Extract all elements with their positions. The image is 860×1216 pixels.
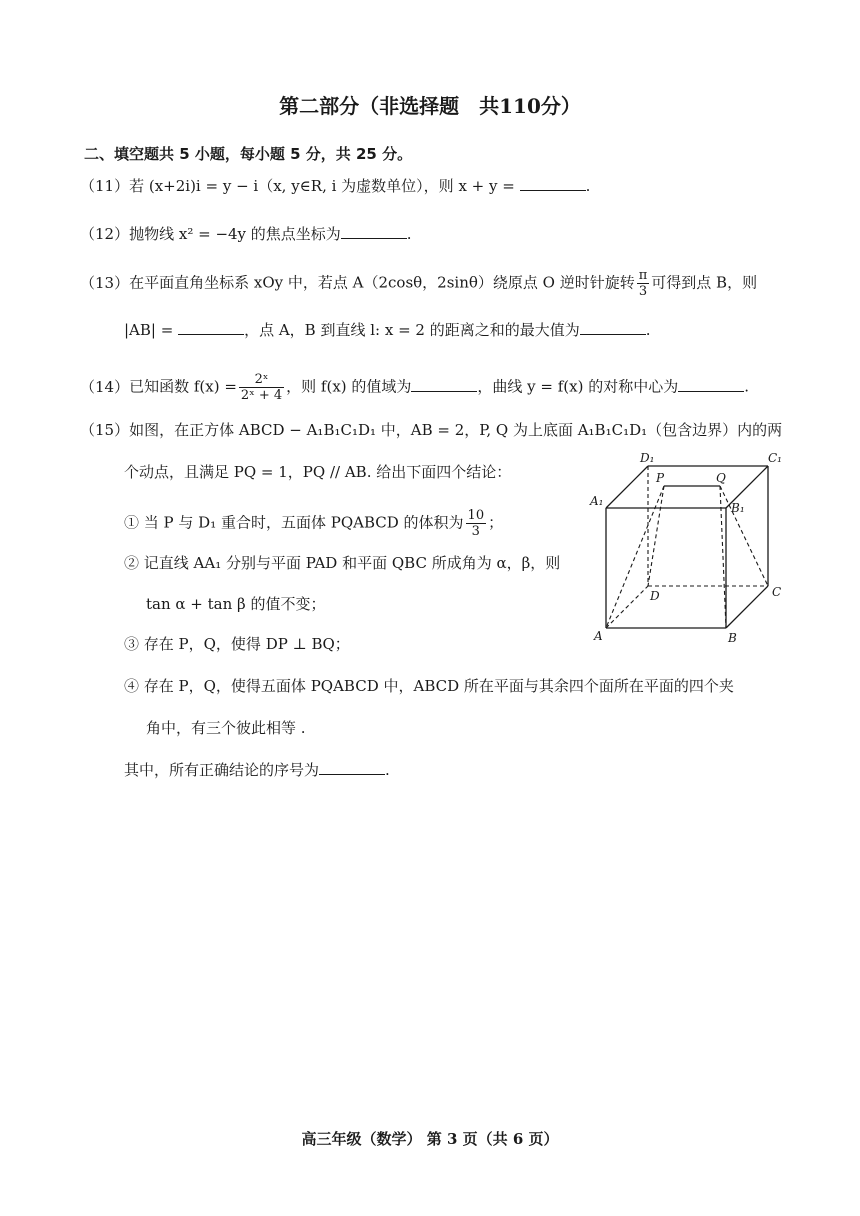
segment-QB bbox=[720, 486, 726, 628]
cube-figure bbox=[580, 450, 790, 645]
denominator: 3 bbox=[638, 284, 648, 299]
conclusion-1 bbox=[124, 508, 503, 539]
question-text: 可得到点 B，则 bbox=[651, 273, 758, 292]
label-C: C bbox=[772, 585, 782, 599]
question-11 bbox=[80, 176, 590, 196]
period: . bbox=[406, 225, 412, 243]
conclusion-2: ② 记直线 AA₁ 分别与平面 PAD 和平面 QBC 所成角为 α，β，则 bbox=[124, 554, 561, 572]
question-text: 在平面直角坐标系 xOy 中，若点 A（2cosθ，2sinθ）绕原点 O 逆时针旋转 bbox=[129, 273, 635, 292]
question-15 bbox=[80, 420, 782, 440]
denominator: 3 bbox=[471, 524, 480, 539]
conclusion-4-cont: 角中，有三个彼此相等 . bbox=[146, 719, 306, 737]
question-text: ，点 A，B 到直线 l: x = 2 的距离之和的最大值为 bbox=[244, 321, 580, 339]
question-15-line2: 个动点，且满足 PQ = 1，PQ // AB. 给出下面四个结论： bbox=[124, 463, 512, 481]
answer-blank bbox=[411, 377, 477, 392]
question-12 bbox=[80, 224, 412, 244]
question-14 bbox=[80, 372, 749, 403]
question-number: （14） bbox=[80, 377, 130, 396]
label-B: B bbox=[728, 631, 737, 645]
fraction bbox=[239, 372, 284, 403]
numerator: π bbox=[638, 268, 648, 283]
answer-blank bbox=[319, 760, 385, 775]
question-text: 其中，所有正确结论的序号为 bbox=[124, 761, 320, 779]
label-A1: A₁ bbox=[590, 494, 604, 508]
question-text: |AB| = bbox=[124, 321, 179, 339]
conclusion-3: ③ 存在 P，Q，使得 DP ⊥ BQ； bbox=[124, 635, 350, 653]
conclusion-4: ④ 存在 P，Q，使得五面体 PQABCD 中，ABCD 所在平面与其余四个面所在平面的四个夹 bbox=[124, 677, 734, 695]
question-text: 抛物线 x² = −4y 的焦点坐标为 bbox=[129, 225, 341, 243]
question-number: （15） bbox=[80, 421, 130, 439]
label-P: P bbox=[656, 471, 665, 485]
conclusion-2-cont: tan α + tan β 的值不变； bbox=[146, 595, 326, 613]
label-A: A bbox=[594, 629, 603, 643]
numerator: 2ˣ bbox=[239, 372, 284, 388]
answer-blank bbox=[678, 377, 744, 392]
section-heading: 二、填空题共 5 小题，每小题 5 分，共 25 分。 bbox=[84, 145, 413, 163]
label-B1: B₁ bbox=[731, 501, 745, 515]
fraction-10-over-3 bbox=[466, 508, 487, 539]
conclusion-text: ； bbox=[488, 513, 504, 532]
edge-A1D1 bbox=[606, 466, 648, 508]
answer-blank bbox=[520, 176, 586, 191]
page-title: 第二部分（非选择题 共110分） bbox=[279, 94, 581, 118]
question-text: ，曲线 y = f(x) 的对称中心为 bbox=[477, 377, 679, 396]
period: . bbox=[385, 761, 390, 779]
denominator: 2ˣ + 4 bbox=[240, 388, 283, 403]
page-footer: 高三年级（数学） 第 3 页（共 6 页） bbox=[301, 1130, 559, 1148]
question-text: ，则 f(x) 的值域为 bbox=[286, 377, 412, 396]
edge-AD-hidden bbox=[606, 586, 648, 628]
label-Q: Q bbox=[716, 471, 726, 485]
period: . bbox=[585, 177, 591, 195]
segment-PA bbox=[606, 486, 664, 628]
question-text: 如图，在正方体 ABCD − A₁B₁C₁D₁ 中，AB = 2，P, Q 为上底面 A₁B₁C₁D₁（包含边界）内的两 bbox=[129, 421, 783, 439]
period: . bbox=[645, 321, 651, 339]
conclusion-text: ① 当 P 与 D₁ 重合时，五面体 PQABCD 的体积为 bbox=[124, 513, 464, 532]
numerator: 10 bbox=[467, 508, 485, 523]
answer-blank bbox=[178, 320, 244, 335]
answer-blank bbox=[580, 320, 646, 335]
edge-BC bbox=[726, 586, 768, 628]
final-prompt bbox=[124, 760, 390, 780]
question-text: 若 (x+2i)i = y − i（x, y∈R, i 为虚数单位），则 x + y = bbox=[129, 177, 520, 195]
question-text: 已知函数 f(x) = bbox=[129, 377, 237, 396]
period: . bbox=[744, 377, 750, 396]
question-13-line2 bbox=[124, 320, 651, 340]
fraction-pi-over-3 bbox=[637, 268, 650, 299]
question-number: （11） bbox=[80, 177, 130, 195]
question-number: （13） bbox=[80, 273, 130, 292]
question-13 bbox=[80, 268, 757, 299]
question-number: （12） bbox=[80, 225, 130, 243]
label-D: D bbox=[650, 589, 660, 603]
label-D1: D₁ bbox=[640, 451, 655, 465]
label-C1: C₁ bbox=[768, 451, 782, 465]
segment-PD bbox=[648, 486, 664, 586]
answer-blank bbox=[341, 224, 407, 239]
